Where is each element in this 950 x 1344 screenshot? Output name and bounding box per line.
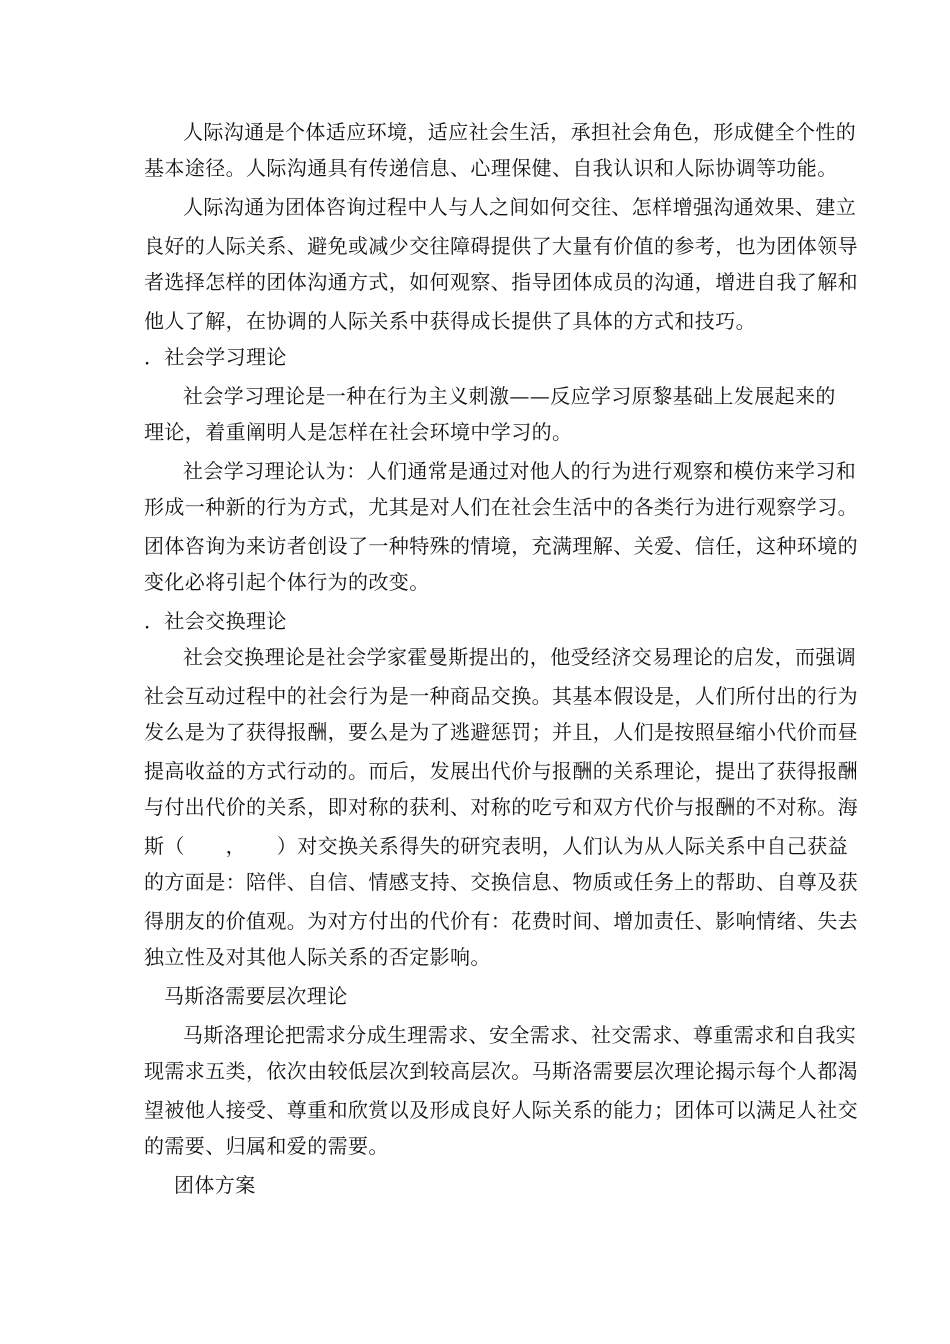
paragraph-5-line-3: 发么是为了获得报酬，要么是为了逃避惩罚；并且，人们是按照昼缩小代价而昼 (144, 720, 858, 744)
paragraph-5-line-7: 的方面是：陪伴、自信、情感支持、交换信息、物质或任务上的帮助、自尊及获 (144, 870, 858, 894)
paragraph-3-line-2: 理论，着重阐明人是怎样在社会环境中学习的。 (144, 420, 573, 444)
section-heading-maslow: 马斯洛需要层次理论 (164, 984, 348, 1008)
paragraph-4-line-4: 变化必将引起个体行为的改变。 (144, 570, 430, 594)
section-heading-social-learning: ．社会学习理论 (144, 345, 287, 369)
paragraph-4-line-1: 社会学习理论认为：人们通常是通过对他人的行为进行观察和模仿来学习和 (183, 459, 857, 483)
paragraph-5-line-1: 社会交换理论是社会学家霍曼斯提出的，他受经济交易理论的启发，而强调 (183, 645, 857, 669)
section-heading-group-plan: 团体方案 (174, 1173, 256, 1197)
paragraph-4-line-3: 团体咨询为来访者创设了一种特殊的情境，充满理解、关爱、信任，这种环境的 (144, 534, 858, 558)
paragraph-1-line-2: 基本途径。人际沟通具有传递信息、心理保健、自我认识和人际协调等功能。 (144, 156, 838, 180)
paragraph-6-line-2: 现需求五类，依次由较低层次到较高层次。马斯洛需要层次理论揭示每个人都渴 (144, 1059, 858, 1083)
paragraph-5-line-8: 得朋友的价值观。为对方付出的代价有：花费时间、增加责任、影响情绪、失去 (144, 909, 858, 933)
paragraph-2-line-2: 良好的人际关系、避免或减少交往障碍提供了大量有价值的参考，也为团体领导 (144, 234, 858, 258)
paragraph-5-line-6: 斯（ ， ）对交换关系得失的研究表明，人们认为从人际关系中自己获益 (144, 834, 848, 858)
paragraph-2-line-3: 者选择怎样的团体沟通方式，如何观察、指导团体成员的沟通，增进自我了解和 (144, 270, 858, 294)
paragraph-5-line-9: 独立性及对其他人际关系的否定影响。 (144, 945, 491, 969)
paragraph-6-line-4: 的需要、归属和爱的需要。 (144, 1134, 389, 1158)
paragraph-4-line-2: 形成一种新的行为方式，尤其是对人们在社会生活中的各类行为进行观察学习。 (144, 495, 858, 519)
paragraph-6-line-3: 望被他人接受、尊重和欣赏以及形成良好人际关系的能力；团体可以满足人社交 (144, 1098, 858, 1122)
paragraph-5-line-5: 与付出代价的关系，即对称的获利、对称的吃亏和双方代价与报酬的不对称。海 (144, 795, 858, 819)
section-heading-social-exchange: ．社会交换理论 (144, 609, 287, 633)
paragraph-5-line-4: 提高收益的方式行动的。而后，发展出代价与报酬的关系理论，提出了获得报酬 (144, 759, 858, 783)
paragraph-1-line-1: 人际沟通是个体适应环境，适应社会生活，承担社会角色，形成健全个性的 (183, 120, 857, 144)
paragraph-5-line-2: 社会互动过程中的社会行为是一种商品交换。其基本假设是，人们所付出的行为 (144, 684, 858, 708)
paragraph-6-line-1: 马斯洛理论把需求分成生理需求、安全需求、社交需求、尊重需求和自我实 (183, 1023, 857, 1047)
paragraph-2-line-4: 他人了解，在协调的人际关系中获得成长提供了具体的方式和技巧。 (144, 309, 756, 333)
paragraph-2-line-1: 人际沟通为团体咨询过程中人与人之间如何交往、怎样增强沟通效果、建立 (183, 195, 857, 219)
paragraph-3-line-1: 社会学习理论是一种在行为主义刺激——反应学习原黎基础上发展起来的 (183, 384, 836, 408)
